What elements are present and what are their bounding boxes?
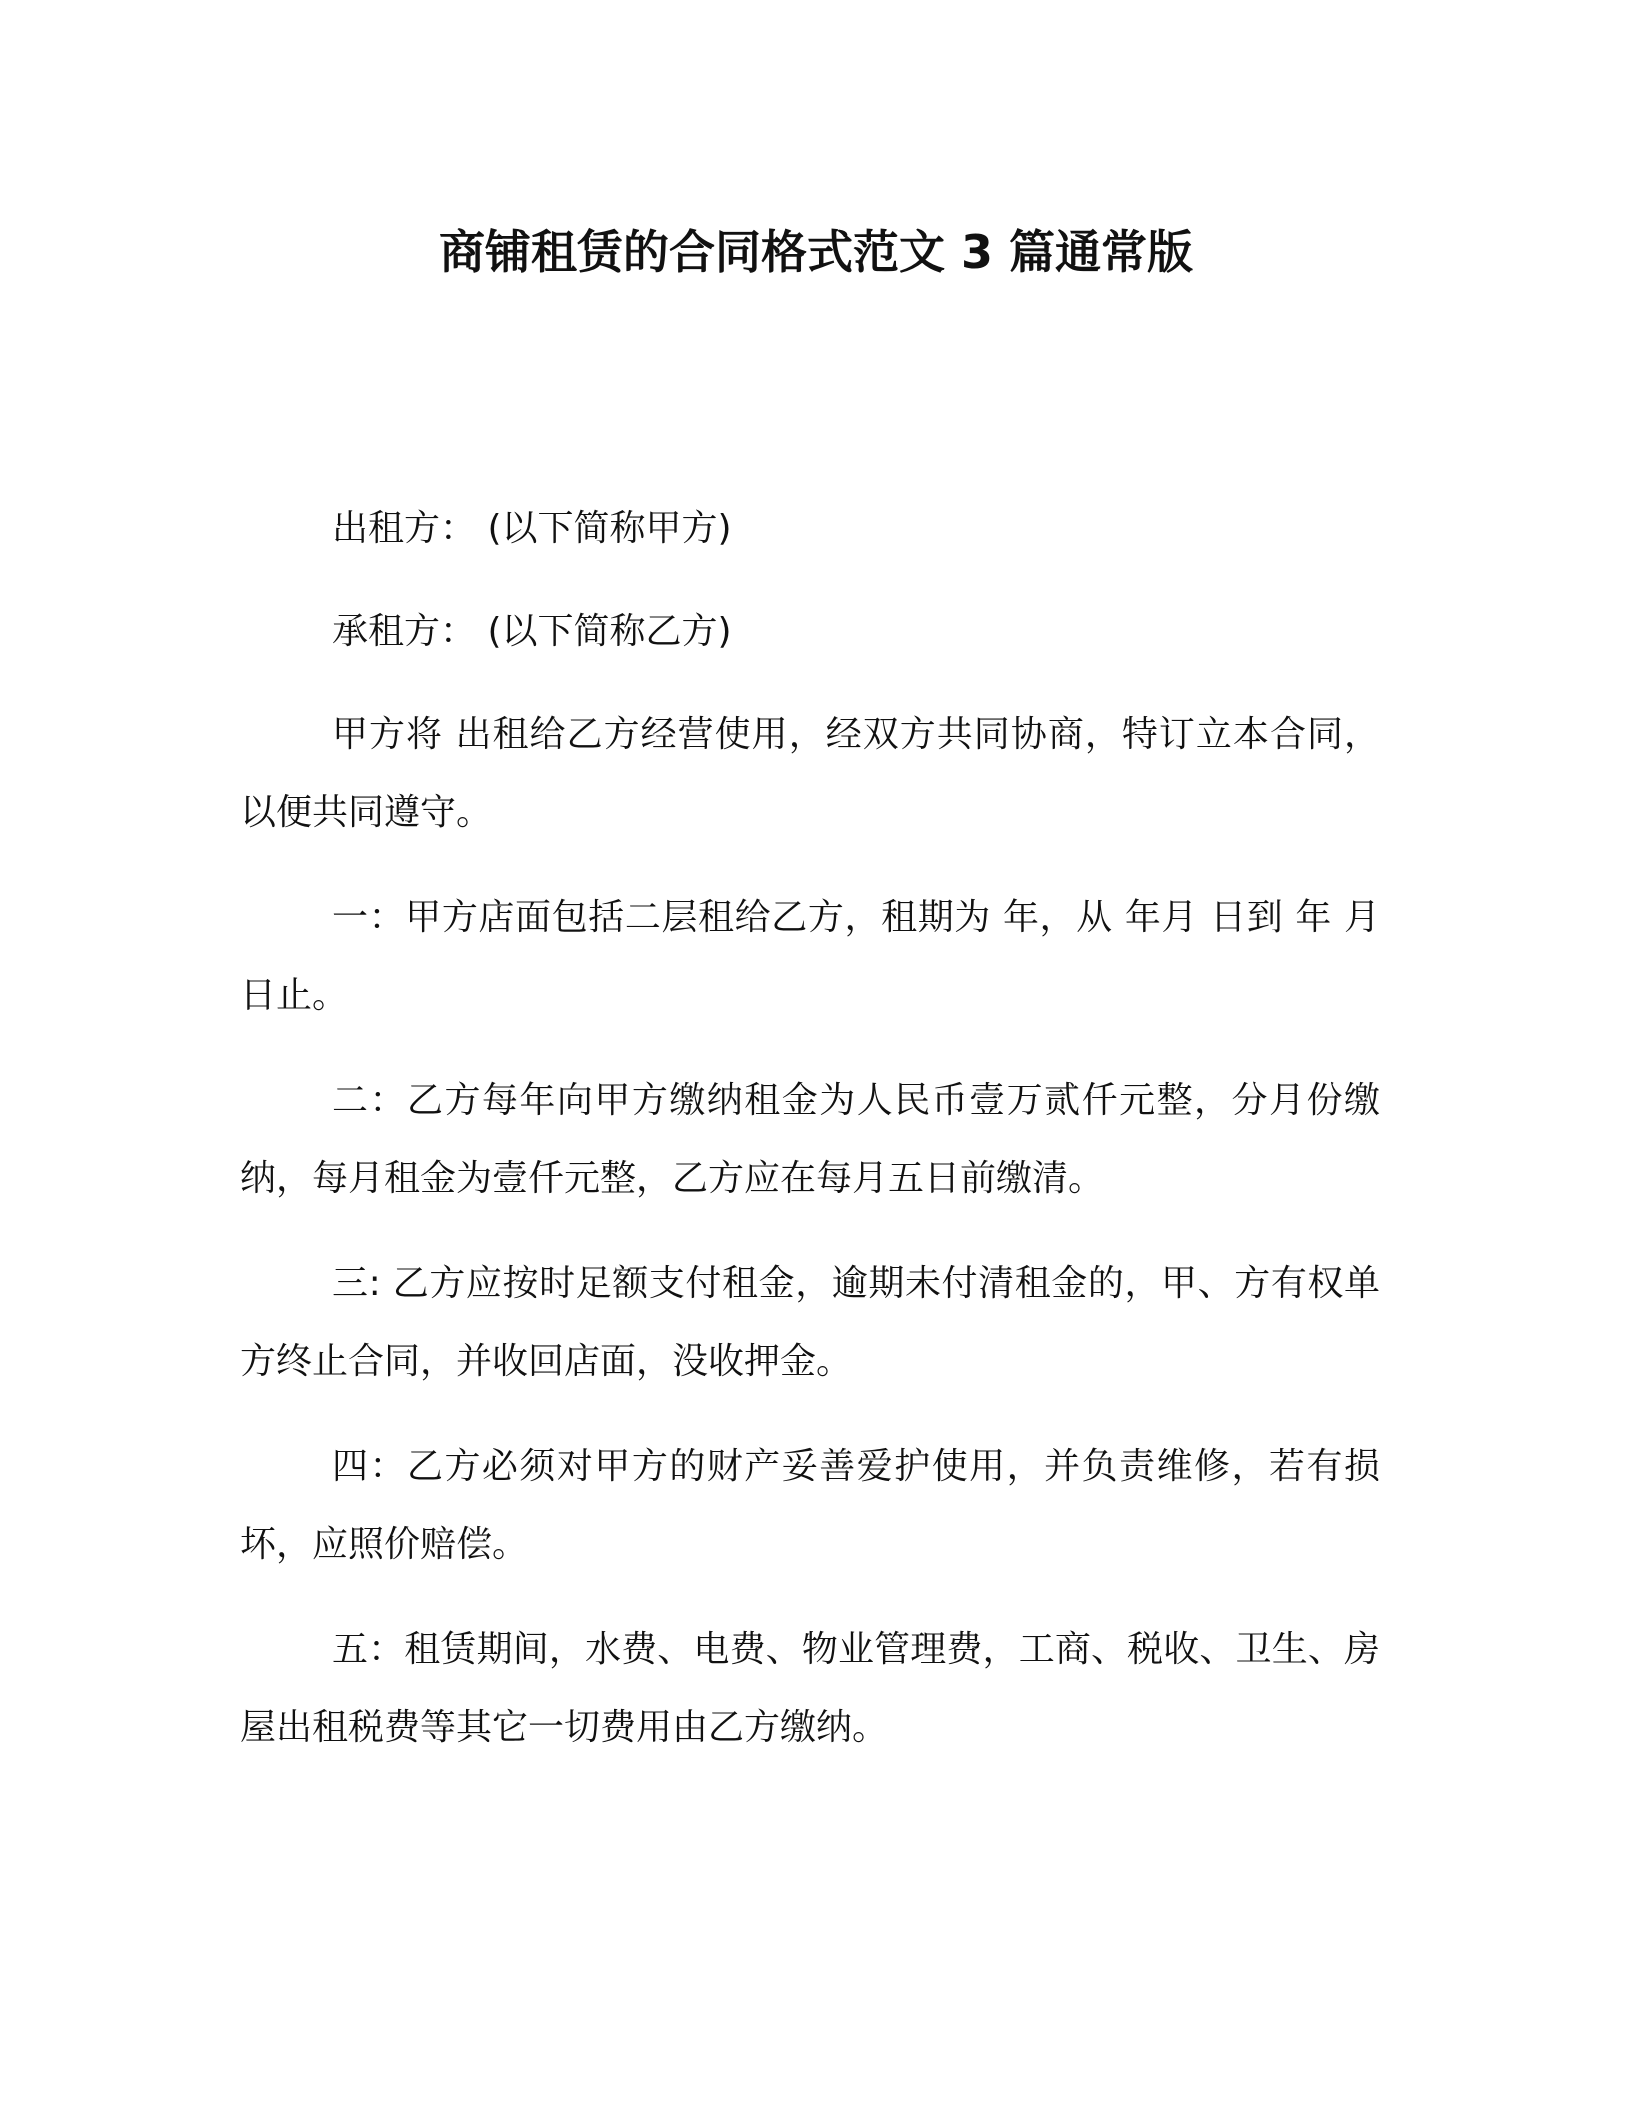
- paragraph-clause-3: 三: 乙方应按时足额支付租金，逾期未付清租金的，甲、方有权单方终止合同，并收回店面，没收押金。: [240, 1263, 1380, 1382]
- paragraph-clause-1: 一：甲方店面包括二层租给乙方，租期为 年，从 年月 日到 年 月日止。: [240, 897, 1380, 1016]
- paragraph-lessee: 承租方： (以下简称乙方): [332, 611, 732, 652]
- document-title: 商铺租赁的合同格式范文 3 篇通常版: [438, 225, 1194, 279]
- document-body: [240, 490, 1380, 1794]
- paragraph-intro: 甲方将 出租给乙方经营使用，经双方共同协商，特订立本合同，以便共同遵守。: [240, 714, 1380, 833]
- paragraph-clause-2: 二：乙方每年向甲方缴纳租金为人民币壹万贰仟元整，分月份缴纳，每月租金为壹仟元整，乙方应在每月五日前缴清。: [240, 1080, 1380, 1199]
- paragraph-clause-4: 四：乙方必须对甲方的财产妥善爱护使用，并负责维修，若有损坏，应照价赔偿。: [240, 1446, 1380, 1565]
- paragraph-lessor: 出租方： (以下简称甲方): [332, 508, 732, 549]
- paragraph-clause-5: 五：租赁期间，水费、电费、物业管理费，工商、税收、卫生、房屋出租税费等其它一切费用由乙方缴纳。: [240, 1629, 1380, 1748]
